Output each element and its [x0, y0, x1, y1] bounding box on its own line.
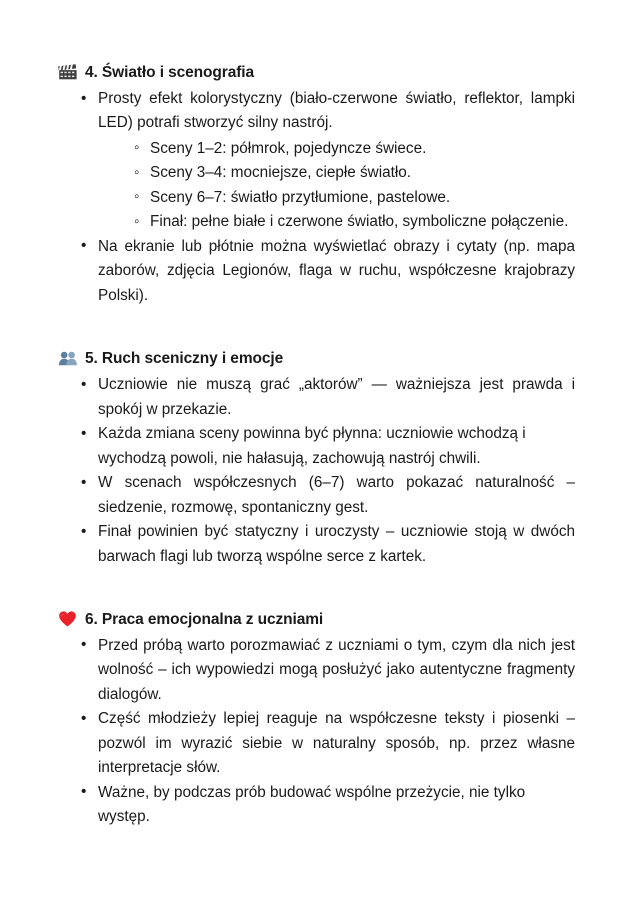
list-item: [71, 707, 575, 780]
list-item-text: • Uczniowie nie muszą grać „aktorów” — ważniejsza jest prawda i spokój w przekazie.: [98, 376, 575, 418]
section-heading: [58, 609, 575, 631]
list-item-text: • Prosty efekt kolorystyczny (biało-czerwone światło, reflektor, lampki LED) potrafi stworzyć silny nastrój.: [98, 90, 575, 132]
sub-bullet-list: [98, 137, 575, 235]
list-item-text: • Ważne, by podczas prób budować wspólne przeżycie, nie tylko występ.: [98, 783, 526, 826]
list-item-text: • Każda zmiana sceny powinna być płynna: uczniowie wchodzą i wychodzą powoli, nie hałasują, zachowują nastrój chwili.: [98, 425, 526, 467]
section-praca-emocjonalna-z-uczniami: [58, 609, 575, 830]
red-heart-icon: [58, 610, 79, 628]
section-heading-text: 5. Ruch sceniczny i emocje: [85, 350, 284, 368]
section-heading-text: 4. Światło i scenografia: [85, 64, 255, 81]
section-swiatlo-i-scenografia: [58, 62, 575, 308]
list-item: [71, 520, 575, 569]
list-item: [71, 87, 575, 235]
sub-list-item: [126, 186, 575, 210]
list-item: [71, 373, 575, 422]
busts-in-silhouette-icon: [58, 349, 79, 367]
section-heading: [58, 348, 575, 370]
section-heading-text: 6. Praca emocjonalna z uczniami: [85, 610, 324, 628]
section-heading: [58, 62, 575, 84]
list-item-text: • W scenach współczesnych (6–7) warto pokazać naturalność – siedzenie, rozmowę, spontaniczny gest.: [98, 474, 575, 516]
list-item-text: • Przed próbą warto porozmawiać z uczniami o tym, czym dla nich jest wolność – ich wypowiedzi mogą posłużyć jako autentyczne fragmenty dialogów.: [98, 636, 575, 703]
list-item-text: • Na ekranie lub płótnie można wyświetlać obrazy i cytaty (np. mapa zaborów, zdjęcia Legionów, flaga w ruchu, współczesne krajobrazy Polski).: [98, 237, 575, 304]
sub-list-item: [126, 161, 575, 185]
sub-list-item-text: Sceny 3–4: mocniejsze, ciepłe światło.: [150, 164, 412, 182]
bullet-list: [58, 373, 575, 569]
list-item: [71, 781, 575, 830]
sub-list-item-text: Sceny 6–7: światło przytłumione, pastelowe.: [150, 188, 451, 206]
bullet-list: [58, 634, 575, 830]
list-item: [71, 471, 575, 520]
section-ruch-sceniczny-i-emocje: [58, 348, 575, 569]
sub-list-item: [126, 137, 575, 161]
sub-list-item-text: Finał: pełne białe i czerwone światło, symboliczne połączenie.: [150, 213, 569, 231]
list-item-text: • Część młodzieży lepiej reaguje na współczesne teksty i piosenki – pozwól im wyrazić siebie w naturalny sposób, np. przez własne interpretacje słów.: [98, 710, 575, 777]
list-item-text: • Finał powinien być statyczny i uroczysty – uczniowie stoją w dwóch barwach flagi lub tworzą wspólne serce z kartek.: [98, 523, 575, 565]
list-item: [71, 634, 575, 707]
sub-list-item-text: Sceny 1–2: półmrok, pojedyncze świece.: [150, 139, 427, 157]
sub-list-item: [126, 210, 575, 234]
bullet-list: [58, 87, 575, 308]
list-item: [71, 422, 575, 471]
clapper-board-icon: [58, 63, 79, 81]
list-item: [71, 235, 575, 308]
